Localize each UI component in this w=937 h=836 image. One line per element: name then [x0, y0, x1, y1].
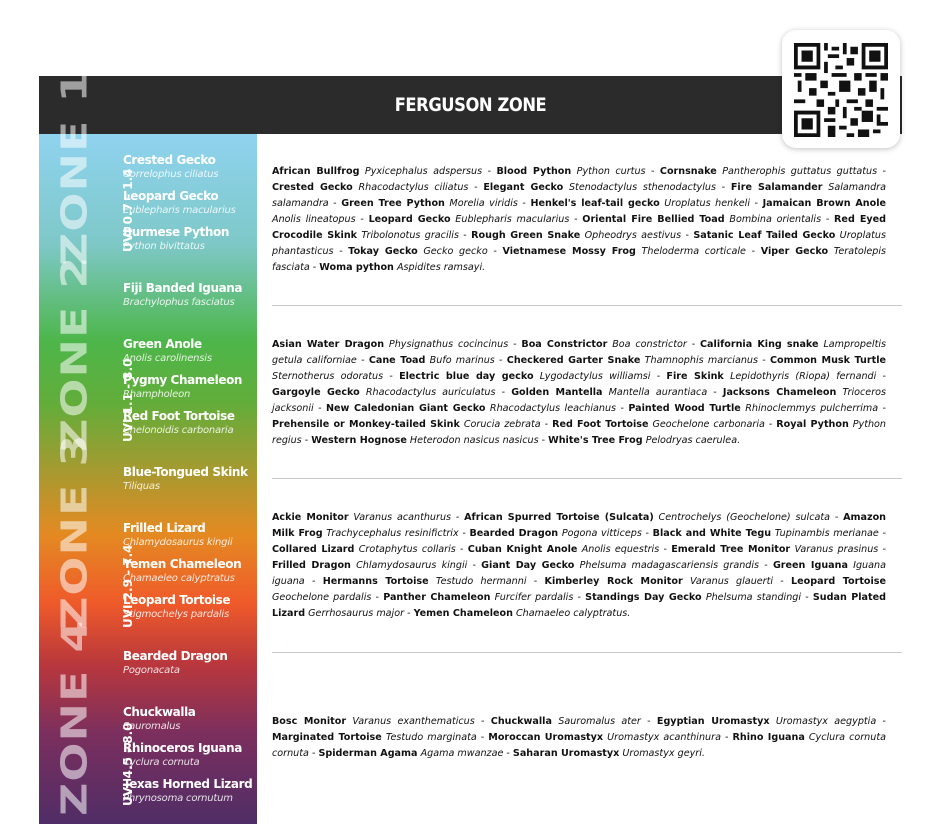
species-common-name: Bosc Monitor: [272, 716, 347, 727]
zone-2-uvi: UVI 1.1 - 3.0: [121, 358, 135, 442]
species-common-name: Frilled Dragon: [272, 560, 351, 571]
species-latin-name: Salamandra salamandra: [272, 182, 886, 209]
species-common-name: Cane Toad: [368, 355, 426, 366]
species-entry: [666, 371, 876, 382]
species-entry: [468, 544, 659, 555]
zone-2-species-list: Asian Water Dragon Physignathus cocincinus - Boa Constrictor Boa constrictor - California King snake Lampropeltis getula californiae - Cane Toad Bufo marinus - Checkered Garter Snake Thamnophis marcianus - Common Musk Turtle Sternotherus odoratus - Electric blue day gecko Lygodactylus williamsi - Fire Skink Lepidothyris (Riopa) fernandi - Gargoyle Gecko Rhacodactylus auriculatus - Golden Mantella Mantella aurantiaca - Jacksons Chameleon Trioceros jacksonii - New Caledonian Giant Gecko Rhacodactylus leachianus - Painted Wood Turtle Rhinoclemmys pulcherrima - Prehensile or Monkey-tailed Skink Corucia zebrata - Red Foot Tortoise Geochelone carbonaria - Royal Python Python regius - Western Hognose Heterodon nasicus nasicus - White's Tree Frog Pelodryas caerulea.: [272, 339, 887, 446]
species-common-name: Emerald Tree Monitor: [671, 544, 791, 555]
species-latin-name: Testudo marginata: [385, 732, 477, 743]
species-common-name: Saharan Uromastyx: [512, 748, 620, 759]
species-common-name: Blood Python: [496, 166, 572, 177]
species-common-name: Burmese Python: [123, 225, 230, 239]
species-common-name: Jacksons Chameleon: [722, 387, 837, 398]
species-entry: [272, 544, 456, 555]
species-latin-name: Chelonoidis carbonaria: [123, 425, 234, 436]
species-common-name: Spiderman Agama: [318, 748, 418, 759]
species-entry: [464, 512, 830, 523]
species-common-name: Vietnamese Mossy Frog: [502, 246, 636, 257]
zone-1-species-list: African Bullfrog Pyxicephalus adspersus - Blood Python Python curtus - Cornsnake Pantherophis guttatus guttatus - Crested Gecko Rhacodactylus ciliatus - Elegant Gecko Stenodactylus sthenodactylus - Fire Salamander Salamandra salamandra - Green Tree Python Morelia viridis - Henkel's leaf-tail gecko Uroplatus henkeli - Jamaican Brown Anole Anolis lineatopus - Leopard Gecko Eublepharis macularius - Oriental Fire Bellied Toad Bombina orientalis - Red Eyed Crocodile Skink Tribolonotus gracilis - Rough Green Snake Opheodrys aestivus - Satanic Leaf Tailed Gecko Uroplatus phantasticus - Tokay Gecko Gecko gecko - Vietnamese Mossy Frog Theloderma corticale - Viper Gecko Teratolepis fasciata - Woma python Aspidites ramsayi.: [272, 166, 887, 273]
species-common-name: Chuckwalla: [490, 716, 552, 727]
species-common-name: Fire Salamander: [730, 182, 823, 193]
species-entry: [513, 748, 705, 759]
species-common-name: Frilled Lizard: [123, 521, 206, 535]
species-entry: [491, 716, 641, 727]
species-latin-name: Anolis equestris: [581, 544, 660, 555]
species-entry: [369, 214, 570, 225]
species-latin-name: Uromastyx acanthinura: [607, 732, 721, 743]
species-entry: [272, 339, 508, 350]
species-entry: [552, 419, 765, 430]
species-common-name: Viper Gecko: [760, 246, 829, 257]
species-entry: [323, 576, 527, 587]
species-common-name: Ackie Monitor: [272, 512, 349, 523]
zone-2-species-2: [123, 372, 257, 402]
species-latin-name: Corucia zebrata: [463, 419, 541, 430]
species-entry: [348, 246, 487, 257]
species-latin-name: Teratolepis fasciata: [272, 246, 887, 273]
zone-3-species-list: Ackie Monitor Varanus acanthurus - African Spurred Tortoise (Sulcata) Centrochelys (Geochelone) sulcata - Amazon Milk Frog Trachycephalus resinifictrix - Bearded Dragon Pogona vitticeps - Black and White Tegu Tupinambis merianae - Collared Lizard Crotaphytus collaris - Cuban Knight Anole Anolis equestris - Emerald Tree Monitor Varanus prasinus - Frilled Dragon Chlamydosaurus kingii - Giant Day Gecko Phelsuma madagascariensis grandis - Green Iguana Iguana iguana - Hermanns Tortoise Testudo hermanni - Kimberley Rock Monitor Varanus glauerti - Leopard Tortoise Geochelone pardalis - Panther Chameleon Furcifer pardalis - Standings Day Gecko Phelsuma standingi - Sudan Plated Lizard Gerrhosaurus major - Yemen Chameleon Chamaeleo calyptratus.: [272, 512, 887, 619]
zone-3-species-4: [123, 648, 257, 678]
species-latin-name: Trioceros jacksonii: [272, 387, 887, 414]
species-common-name: Electric blue day gecko: [399, 371, 534, 382]
species-common-name: Sudan Plated Lizard: [272, 592, 886, 619]
species-latin-name: Tupinambis merianae: [774, 528, 879, 539]
species-common-name: Bearded Dragon: [469, 528, 559, 539]
species-latin-name: Gerrhosaurus major: [308, 608, 405, 619]
species-entry: [272, 387, 496, 398]
species-common-name: Panther Chameleon: [383, 592, 491, 603]
species-latin-name: Physignathus cocincinus: [388, 339, 509, 350]
species-latin-name: Sauromalus: [123, 721, 181, 732]
divider: [272, 305, 902, 306]
species-latin-name: Eublepharis macularius: [123, 205, 236, 216]
species-common-name: Royal Python: [776, 419, 849, 430]
species-latin-name: Uroplatus henkeli: [664, 198, 750, 209]
species-latin-name: Varanus exanthematicus: [352, 716, 475, 727]
species-entry: [530, 198, 750, 209]
species-common-name: Pygmy Chameleon: [123, 373, 243, 387]
species-latin-name: Theloderma corticale: [641, 246, 746, 257]
species-latin-name: Chlamydosaurus kingii: [123, 537, 233, 548]
species-latin-name: Gecko gecko: [423, 246, 488, 257]
divider: [272, 652, 902, 653]
species-latin-name: Bufo marinus: [429, 355, 495, 366]
species-latin-name: Testudo hermanni: [435, 576, 527, 587]
species-entry: [497, 166, 646, 177]
species-latin-name: Anolis lineatopus: [272, 214, 356, 225]
species-entry: [318, 748, 503, 759]
species-common-name: Boa Constrictor: [521, 339, 608, 350]
species-entry: [399, 371, 650, 382]
species-common-name: Chuckwalla: [123, 705, 196, 719]
header-bar: [39, 76, 902, 134]
species-common-name: Prehensile or Monkey-tailed Skink: [272, 419, 460, 430]
species-entry: [272, 732, 477, 743]
species-common-name: White's Tree Frog: [548, 435, 643, 446]
species-common-name: Western Hognose: [311, 435, 407, 446]
species-entry: [521, 339, 686, 350]
species-entry: [414, 608, 631, 619]
species-latin-name: Rhacodactylus leachianus: [489, 403, 617, 414]
species-latin-name: Thamnophis marcianus: [644, 355, 758, 366]
species-common-name: Leopard Gecko: [123, 189, 219, 203]
species-entry: [272, 560, 467, 571]
species-common-name: Jamaican Brown Anole: [762, 198, 886, 209]
species-common-name: Rhinoceros Iguana: [123, 741, 242, 755]
species-common-name: Crested Gecko: [272, 182, 353, 193]
zone-2-species-3: [123, 408, 257, 438]
species-latin-name: Centrochelys (Geochelone) sulcata: [658, 512, 831, 523]
species-latin-name: Python curtus: [576, 166, 646, 177]
species-common-name: Elegant Gecko: [483, 182, 564, 193]
species-latin-name: Eublepharis macularius: [455, 214, 570, 225]
species-latin-name: Phrynosoma cornutum: [123, 793, 233, 804]
species-common-name: Bearded Dragon: [123, 649, 228, 663]
species-latin-name: Iguana iguana: [272, 560, 886, 587]
species-common-name: Common Musk Turtle: [769, 355, 886, 366]
species-entry: [502, 246, 746, 257]
species-common-name: African Spurred Tortoise (Sulcata): [464, 512, 654, 523]
species-common-name: Painted Wood Turtle: [628, 403, 741, 414]
species-latin-name: Phelsuma madagascariensis grandis: [579, 560, 760, 571]
species-latin-name: Stenodactylus sthenodactylus: [568, 182, 716, 193]
species-latin-name: Lepidothyris (Riopa) fernandi: [730, 371, 877, 382]
species-entry: [545, 576, 774, 587]
species-latin-name: Brachylophus fasciatus: [123, 297, 235, 308]
zone-3-species-2: [123, 556, 257, 586]
species-entry: [469, 528, 641, 539]
species-common-name: Yemen Chameleon: [413, 608, 513, 619]
species-entry: [272, 419, 541, 430]
zone-3-species-3: [123, 592, 257, 622]
species-latin-name: Lampropeltis getula californiae: [272, 339, 886, 366]
species-entry: [319, 262, 485, 273]
species-common-name: Leopard Gecko: [368, 214, 451, 225]
species-common-name: Rough Green Snake: [471, 230, 581, 241]
species-entry: [326, 403, 616, 414]
species-entry: [383, 592, 573, 603]
species-latin-name: Rhacodactylus auriculatus: [365, 387, 496, 398]
species-latin-name: Uroplatus phantasticus: [272, 230, 886, 257]
species-latin-name: Furcifer pardalis: [494, 592, 574, 603]
species-common-name: Woma python: [319, 262, 394, 273]
species-common-name: Moroccan Uromastyx: [488, 732, 604, 743]
species-latin-name: Sauromalus ater: [558, 716, 641, 727]
species-common-name: Giant Day Gecko: [481, 560, 575, 571]
species-latin-name: Chamaeleo calyptratus.: [515, 608, 631, 619]
species-latin-name: Correlophus ciliatus: [123, 169, 219, 180]
species-common-name: Marginated Tortoise: [272, 732, 382, 743]
species-latin-name: Pantherophis guttatus guttatus: [722, 166, 878, 177]
species-common-name: Tokay Gecko: [348, 246, 418, 257]
species-entry: [311, 435, 538, 446]
species-latin-name: Phelsuma standingi: [705, 592, 802, 603]
species-entry: [272, 716, 475, 727]
species-latin-name: Mantella aurantiaca: [608, 387, 708, 398]
zone-gradient-sidebar: [39, 69, 257, 824]
species-common-name: Oriental Fire Bellied Toad: [582, 214, 725, 225]
species-entry: [483, 182, 716, 193]
zone-2-label: ZONE 2: [53, 255, 96, 452]
species-common-name: Cornsnake: [659, 166, 717, 177]
species-common-name: Green Anole: [123, 337, 202, 351]
species-common-name: Texas Horned Lizard: [123, 777, 253, 791]
species-latin-name: Varanus acanthurus: [353, 512, 452, 523]
species-common-name: Red Foot Tortoise: [123, 409, 235, 423]
species-common-name: Golden Mantella: [511, 387, 603, 398]
species-common-name: Leopard Tortoise: [123, 593, 231, 607]
species-common-name: African Bullfrog: [272, 166, 360, 177]
species-latin-name: Tiliquas: [123, 481, 160, 492]
species-latin-name: Rhacodactylus ciliatus: [358, 182, 469, 193]
species-entry: [488, 732, 721, 743]
zone-4-species-3: [123, 776, 257, 806]
zone-4-species-list: Bosc Monitor Varanus exanthematicus - Chuckwalla Sauromalus ater - Egyptian Uromastyx Uromastyx aegyptia - Marginated Tortoise Testudo marginata - Moroccan Uromastyx Uromastyx acanthinura - Rhino Iguana Cyclura cornuta cornuta - Spiderman Agama Agama mwanzae - Saharan Uromastyx Uromastyx geyri.: [272, 716, 886, 759]
species-latin-name: Sternotherus odoratus: [272, 371, 384, 382]
zone-3-species-1: [123, 520, 257, 550]
species-latin-name: Opheodrys aestivus: [584, 230, 682, 241]
zone-1-species-2: [123, 188, 257, 218]
zone-4-uvi: UVI 4.5 - 8.0: [121, 722, 135, 806]
zone-2-species-4: [123, 464, 257, 494]
species-common-name: Green Tree Python: [341, 198, 445, 209]
species-common-name: Blue-Tongued Skink: [123, 465, 248, 479]
zone-1-species-4: [123, 280, 257, 310]
species-entry: [369, 355, 495, 366]
species-entry: [507, 355, 758, 366]
species-common-name: Fire Skink: [666, 371, 724, 382]
species-latin-name: Rhampholeon: [123, 389, 191, 400]
zone-1-species-1: [123, 152, 257, 182]
species-common-name: California King snake: [700, 339, 819, 350]
zone-3-label: ZONE 3: [53, 433, 96, 630]
species-latin-name: Tribolonotus gracilis: [361, 230, 459, 241]
species-latin-name: Cyclura cornuta: [123, 757, 200, 768]
species-latin-name: Heterodon nasicus nasicus: [409, 435, 539, 446]
species-latin-name: Pyxicephalus adspersus: [364, 166, 483, 177]
species-latin-name: Geochelone carbonaria: [652, 419, 765, 430]
species-latin-name: Boa constrictor: [612, 339, 687, 350]
zone-1-uvi: UVI 0.7 - 1.4: [121, 168, 135, 252]
species-entry: [548, 435, 740, 446]
species-common-name: New Caledonian Giant Gecko: [325, 403, 486, 414]
zone-2-species-1: [123, 336, 257, 366]
species-common-name: Satanic Leaf Tailed Gecko: [693, 230, 836, 241]
species-common-name: Yemen Chameleon: [123, 557, 242, 571]
species-latin-name: Stigmochelys pardalis: [123, 609, 229, 620]
species-entry: [272, 166, 482, 177]
species-common-name: Gargoyle Gecko: [272, 387, 360, 398]
divider: [272, 478, 902, 479]
species-common-name: Green Iguana: [772, 560, 848, 571]
species-common-name: Cuban Knight Anole: [467, 544, 578, 555]
zone-1-species-3: [123, 224, 257, 254]
species-entry: [341, 198, 518, 209]
species-entry: [660, 166, 877, 177]
species-common-name: Crested Gecko: [123, 153, 216, 167]
species-common-name: Kimberley Rock Monitor: [544, 576, 683, 587]
page-title: FERGUSON ZONE: [394, 94, 547, 116]
zone-4-species-1: [123, 704, 257, 734]
species-latin-name: Trachycephalus resinifictrix: [326, 528, 459, 539]
species-latin-name: Morelia viridis: [449, 198, 518, 209]
zone-3-uvi: UVI 2.9 - 7.4: [121, 544, 135, 628]
species-latin-name: Rhinoclemmys pulcherrima: [745, 403, 879, 414]
species-latin-name: Cyclura cornuta cornuta: [272, 732, 886, 759]
species-common-name: Leopard Tortoise: [791, 576, 887, 587]
species-common-name: Amazon Milk Frog: [272, 512, 886, 539]
species-latin-name: Python regius: [272, 419, 886, 446]
zone-4-label: ZONE 4: [53, 619, 96, 816]
species-entry: [272, 182, 468, 193]
species-latin-name: Agama mwanzae: [420, 748, 504, 759]
species-entry: [657, 716, 876, 727]
species-common-name: Checkered Garter Snake: [506, 355, 641, 366]
species-latin-name: Chamaeleo calyptratus: [123, 573, 235, 584]
species-common-name: Red Eyed Crocodile Skink: [272, 214, 887, 241]
species-common-name: Henkel's leaf-tail gecko: [530, 198, 660, 209]
species-latin-name: Aspidites ramsayi.: [396, 262, 486, 273]
species-latin-name: Chlamydosaurus kingii: [356, 560, 468, 571]
species-entry: [481, 560, 759, 571]
species-latin-name: Uromastyx aegyptia: [775, 716, 877, 727]
species-entry: [582, 214, 821, 225]
species-latin-name: Python bivittatus: [123, 241, 205, 252]
species-entry: [272, 512, 451, 523]
species-latin-name: Bombina orientalis: [729, 214, 822, 225]
species-entry: [471, 230, 681, 241]
species-entry: [653, 528, 879, 539]
species-latin-name: Pogona vitticeps: [561, 528, 642, 539]
species-latin-name: Pogonacata: [123, 665, 180, 676]
species-latin-name: Varanus glauerti: [689, 576, 774, 587]
species-entry: [511, 387, 707, 398]
species-entry: [671, 544, 878, 555]
species-latin-name: Lygodactylus williamsi: [539, 371, 651, 382]
species-common-name: Hermanns Tortoise: [322, 576, 429, 587]
species-common-name: Black and White Tegu: [652, 528, 772, 539]
species-latin-name: Geochelone pardalis: [272, 592, 372, 603]
species-entry: [628, 403, 878, 414]
qr-code-icon: [794, 43, 888, 137]
species-latin-name: Pelodryas caerulea.: [645, 435, 741, 446]
species-common-name: Red Foot Tortoise: [552, 419, 649, 430]
zone-1-label: ZONE 1: [53, 69, 96, 266]
species-entry: [585, 592, 801, 603]
species-common-name: Rhino Iguana: [732, 732, 805, 743]
species-common-name: Standings Day Gecko: [585, 592, 702, 603]
species-latin-name: Crotaphytus collaris: [358, 544, 456, 555]
species-common-name: Asian Water Dragon: [272, 339, 385, 350]
zone-4-species-2: [123, 740, 257, 770]
species-latin-name: Uromastyx geyri.: [622, 748, 705, 759]
species-common-name: Collared Lizard: [272, 544, 355, 555]
species-common-name: Egyptian Uromastyx: [656, 716, 770, 727]
species-latin-name: Varanus prasinus: [794, 544, 879, 555]
qr-code[interactable]: [782, 30, 900, 148]
species-common-name: Fiji Banded Iguana: [123, 281, 243, 295]
species-latin-name: Anolis carolinensis: [123, 353, 212, 364]
